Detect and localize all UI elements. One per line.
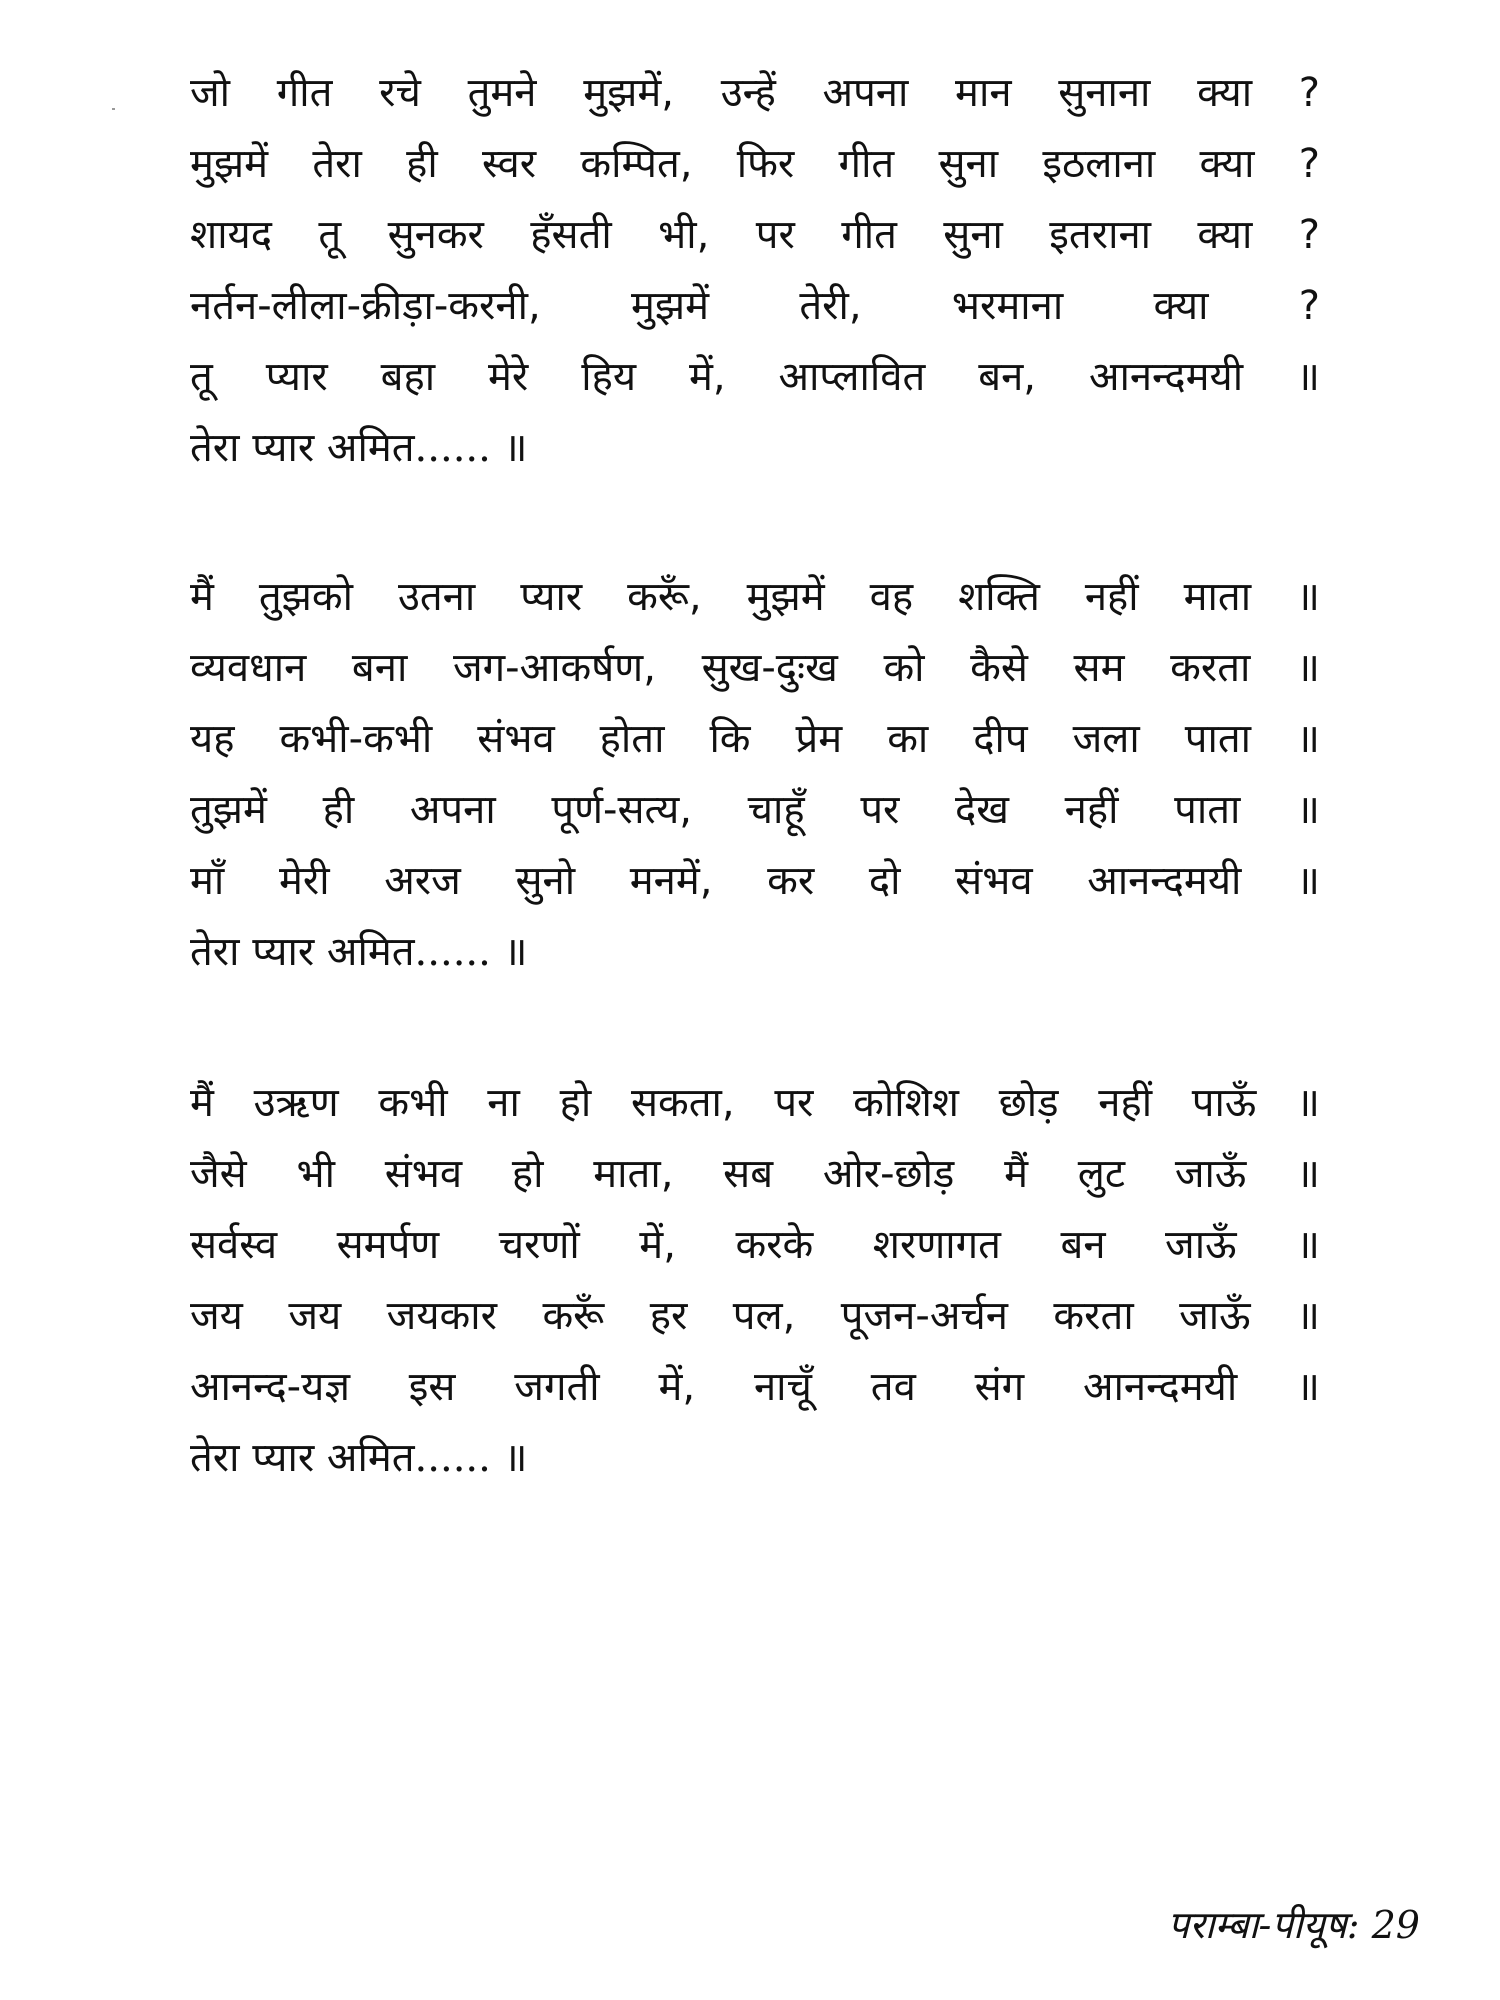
- refrain-line: तेरा प्यार अमित...... ॥: [190, 425, 528, 471]
- verse-line: तू प्यार बहा मेरे हिय में, आप्लावित बन, आनन्दमयी ॥: [190, 354, 1320, 400]
- refrain-line: तेरा प्यार अमित...... ॥: [190, 929, 528, 975]
- verse-line: जो गीत रचे तुमने मुझमें, उन्हें अपना मान सुनाना क्या ?: [190, 70, 1320, 116]
- verse-line: यह कभी-कभी संभव होता कि प्रेम का दीप जला पाता ॥: [190, 716, 1320, 762]
- verse-line: जय जय जयकार करूँ हर पल, पूजन-अर्चन करता जाऊँ ॥: [190, 1293, 1320, 1339]
- verse-line: व्यवधान बना जग-आकर्षण, सुख-दुःख को कैसे सम करता ॥: [190, 645, 1320, 691]
- verse-line: शायद तू सुनकर हँसती भी, पर गीत सुना इतराना क्या ?: [190, 212, 1320, 258]
- verse-line: मैं उऋण कभी ना हो सकता, पर कोशिश छोड़ नहीं पाऊँ ॥: [190, 1080, 1320, 1126]
- page-footer-label: पराम्बा-पीयूष: 29: [1167, 1903, 1420, 1947]
- stanza-2: [190, 562, 1320, 988]
- verse-line: जैसे भी संभव हो माता, सब ओर-छोड़ मैं लुट जाऊँ ॥: [190, 1151, 1320, 1197]
- verse-line: नर्तन-लीला-क्रीड़ा-करनी, मुझमें तेरी, भरमाना क्या ?: [190, 283, 1320, 329]
- verse-line: सर्वस्व समर्पण चरणों में, करके शरणागत बन जाऊँ ॥: [190, 1222, 1320, 1268]
- verse-line: मुझमें तेरा ही स्वर कम्पित, फिर गीत सुना इठलाना क्या ?: [190, 141, 1320, 187]
- stanza-1: [190, 58, 1320, 484]
- verse-line: माँ मेरी अरज सुनो मनमें, कर दो संभव आनन्दमयी ॥: [190, 858, 1320, 904]
- stanza-3: [190, 1068, 1320, 1494]
- scan-speck: [112, 108, 115, 110]
- refrain-line: तेरा प्यार अमित...... ॥: [190, 1435, 528, 1481]
- verse-line: तुझमें ही अपना पूर्ण-सत्य, चाहूँ पर देख नहीं पाता ॥: [190, 787, 1320, 833]
- verse-line: मैं तुझको उतना प्यार करूँ, मुझमें वह शक्ति नहीं माता ॥: [190, 574, 1320, 620]
- verse-line: आनन्द-यज्ञ इस जगती में, नाचूँ तव संग आनन्दमयी ॥: [190, 1364, 1320, 1410]
